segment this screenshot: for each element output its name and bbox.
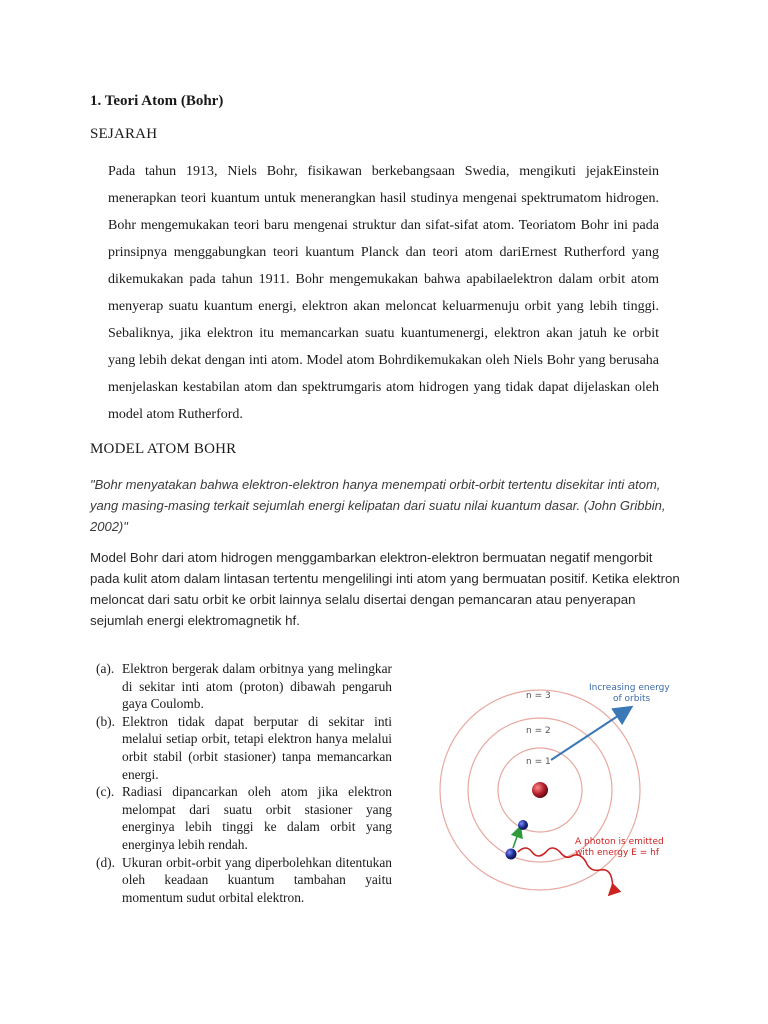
gribbin-quote: "Bohr menyatakan bahwa elektron-elektron hanya menempati orbit-orbit tertentu disekitar inti atom, yang masing-masing terkait sejumlah energi kelipatan dari suatu nilai kuantum dasar. (John Gribbin, 2002)" (90, 477, 666, 534)
orbit-label-n2: n = 2 (526, 726, 551, 736)
list-marker: (b). (96, 713, 115, 729)
sejarah-label: SEJARAH (90, 126, 158, 142)
electron-lower (506, 849, 517, 860)
bohr-model-diagram (430, 672, 680, 912)
list-item-text: Elektron bergerak dalam orbitnya yang melingkar di sekitar inti atom (proton) dibawah pengaruh gaya Coulomb. (122, 661, 392, 712)
list-item-text: Radiasi dipancarkan oleh atom jika elektron melompat dari suatu orbit stasioner yang energinya lebih tinggi ke dalam orbit yang energinya lebih rendah. (122, 784, 392, 852)
postulate-list (96, 660, 392, 906)
list-marker: (a). (96, 661, 115, 676)
model-atom-label: MODEL ATOM BOHR (90, 441, 237, 457)
list-item (96, 783, 392, 853)
list-item (96, 713, 392, 783)
section-heading: 1. Teori Atom (Bohr) (90, 93, 224, 109)
electron-jump-arrow (513, 828, 520, 848)
sejarah-paragraph: Pada tahun 1913, Niels Bohr, fisikawan berkebangsaan Swedia, mengikuti jejakEinstein menerapkan teori kuantum untuk menerangkan hasil studinya mengenai spektrumatom hidrogen. Bohr mengemukakan teori baru mengenai struktur dan sifat-sifat atom. Teoriatom Bohr ini pada prinsipnya menggabungkan teori kuantum Planck dan teori atom dariErnest Rutherford yang dikemukakan pada tahun 1911. Bohr mengemukakan bahwa apabilaelektron dalam orbit atom menyerap suatu kuantum energi, elektron akan meloncat keluarmenuju orbit yang lebih tinggi. Sebaliknya, jika elektron itu memancarkan suatu kuantumenergi, elektron akan jatuh ke orbit yang lebih dekat dengan inti atom. Model atom Bohrdikemukakan oleh Niels Bohr yang berusaha menjelaskan kestabilan atom dan spektrumgaris atom hidrogen yang tidak dapat dijelaskan oleh model atom Rutherford. (108, 164, 659, 422)
electron-upper (518, 820, 528, 830)
list-marker: (d). (96, 854, 115, 870)
list-item-text: Ukuran orbit-orbit yang diperbolehkan ditentukan oleh keadaan kuantum tambahan yaitu momentum sudut orbital elektron. (122, 854, 392, 905)
list-marker: (c). (96, 784, 115, 800)
orbit-label-n3: n = 3 (526, 691, 551, 701)
photon-label-line1: A photon is emitted (575, 837, 664, 847)
orbit-label-n1: n = 1 (526, 757, 551, 767)
list-item (96, 660, 392, 713)
energy-arrow-label-line1: Increasing energy (589, 683, 670, 693)
energy-arrow (551, 708, 630, 760)
model-paragraph: Model Bohr dari atom hidrogen menggambarkan elektron-elektron bermuatan negatif mengorbit pada kulit atom dalam lintasan tertentu mengelilingi inti atom yang bermuatan positif. Ketika elektron meloncat dari satu orbit ke orbit lainnya selalu disertai dengan pemancaran atau penyerapan sejumlah energi elektromagnetik hf. (90, 550, 680, 628)
nucleus (532, 782, 548, 798)
list-item-text: Elektron tidak dapat berputar di sekitar inti melalui setiap orbit, tetapi elektron hanya melalui orbit stabil (orbit stasioner) tanpa memancarkan energi. (122, 713, 392, 782)
energy-arrow-label-line2: of orbits (613, 694, 651, 704)
photon-label-line2: with energy E = hf (575, 848, 659, 858)
list-item (96, 854, 392, 907)
